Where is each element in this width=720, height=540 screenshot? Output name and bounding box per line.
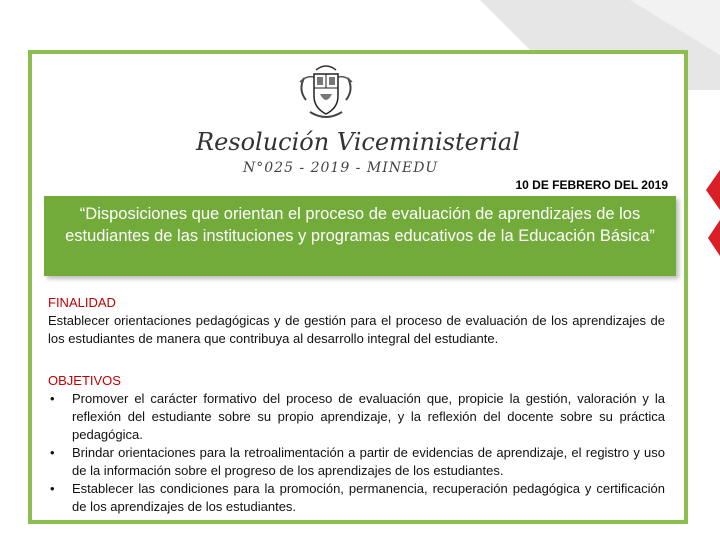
bullet-icon: • bbox=[50, 481, 55, 496]
bullet-icon: • bbox=[50, 391, 55, 406]
list-item bbox=[48, 480, 665, 516]
list-item bbox=[48, 390, 665, 444]
section-gap bbox=[48, 348, 665, 372]
resolution-title: Resolución Viceministerial bbox=[196, 128, 520, 156]
bullet-icon: • bbox=[50, 445, 55, 460]
objective-text: Establecer las condiciones para la promoción, permanencia, recuperación pedagógica y certificación de los aprendizajes de los estudiantes. bbox=[72, 481, 665, 514]
objetivos-list bbox=[48, 390, 665, 516]
finalidad-heading: FINALIDAD bbox=[48, 295, 116, 310]
list-item bbox=[48, 444, 665, 480]
finalidad-text: Establecer orientaciones pedagógicas y de gestión para el proceso de evaluación de los aprendizajes de los estudiantes de manera que contribuya al desarrollo integral del estudiante. bbox=[48, 313, 665, 346]
national-coat-of-arms-icon bbox=[296, 60, 356, 122]
main-title-banner bbox=[44, 196, 676, 276]
resolution-number: N°025 - 2019 - MINEDU bbox=[243, 160, 439, 176]
objetivos-heading: OBJETIVOS bbox=[48, 373, 121, 388]
objective-text: Brindar orientaciones para la retroalimentación a partir de evidencias de aprendizaje, el registro y uso de la información sobre el progreso de los aprendizajes de los estudiantes. bbox=[72, 445, 665, 478]
resolution-date: 10 DE FEBRERO DEL 2019 bbox=[515, 178, 668, 192]
document-body bbox=[48, 294, 665, 516]
objective-text: Promover el carácter formativo del proceso de evaluación que, propicie la gestión, valoración y la reflexión del estudiante sobre su propio aprendizaje, y la reflexión del docente sobre su práctica pedagógica. bbox=[72, 391, 665, 442]
main-title-text: “Disposiciones que orientan el proceso de evaluación de aprendizajes de los estudiantes de las instituciones y programas educativos de la Educación Básica” bbox=[65, 205, 655, 245]
side-red-chevrons bbox=[702, 150, 720, 290]
